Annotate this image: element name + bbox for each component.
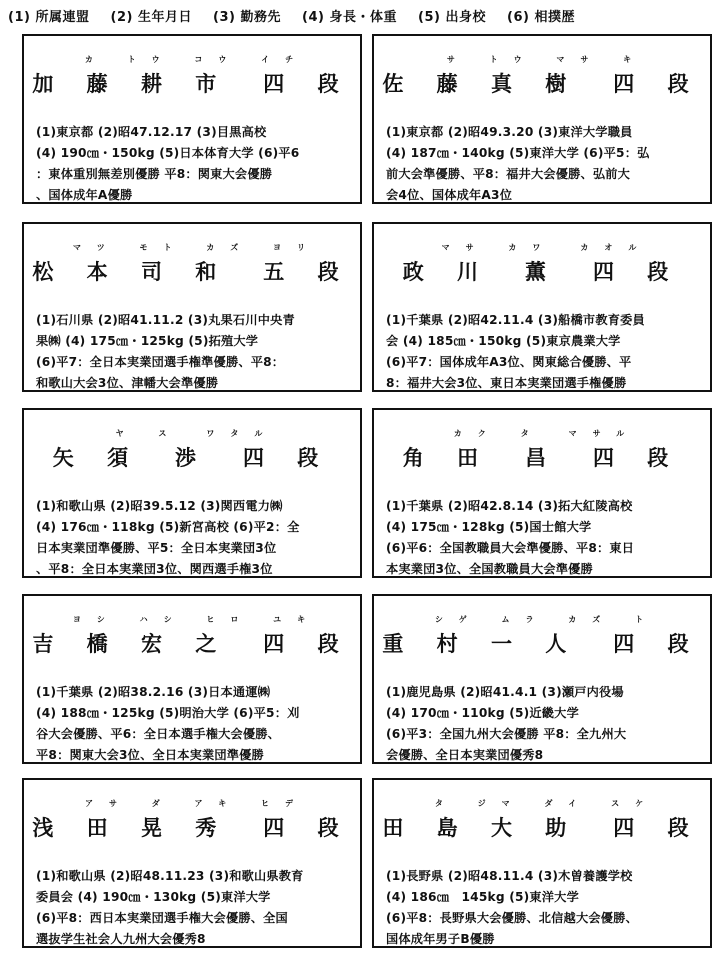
name-reading: シゲ ムラ カズ ト [434, 615, 660, 624]
detail-line: (1)東京都 (2)昭47.12.17 (3)目黒高校 [36, 125, 267, 139]
detail-line: (6)平8：長野県大会優勝、北信越大会優勝、 [386, 911, 638, 925]
profile-details [36, 866, 350, 950]
detail-line: 本実業団3位、全国教職員大会準優勝 [386, 562, 593, 576]
detail-line: 前大会準優勝、平8：福井大会優勝、弘前大 [386, 167, 631, 181]
profile-card [22, 408, 362, 578]
profile-details [386, 310, 700, 394]
profile-details [36, 682, 350, 766]
profile-card [372, 778, 712, 948]
profile-name: 田 島 大 助 四 段 [382, 816, 702, 840]
detail-line: (4) 186㎝ 145kg (5)東洋大学 [386, 890, 579, 904]
profile-card [22, 594, 362, 764]
profile-card [372, 408, 712, 578]
name-reading: ヤ ス ワタル [115, 429, 279, 438]
profile-details [36, 122, 350, 206]
profile-name: 浅 田 晃 秀 四 段 [32, 816, 352, 840]
legend-item-3: (3) 勤務先 [213, 10, 281, 25]
detail-line: 谷大会優勝、平6：全日本選手権大会優勝、 [36, 727, 281, 741]
detail-line: (1)和歌山県 (2)昭39.5.12 (3)関西電力㈱ [36, 499, 283, 513]
detail-line: (6)平3：全国九州大会優勝 平8：全九州大 [386, 727, 627, 741]
profile-card [372, 34, 712, 204]
profile-name: 重 村 一 人 四 段 [382, 632, 702, 656]
detail-line: 果㈱ (4) 175㎝・125kg (5)拓殖大学 [36, 334, 259, 348]
name-reading: アサ ダ アキ ヒデ [84, 799, 310, 808]
profile-name: 松 本 司 和 五 段 [32, 260, 352, 284]
profile-card [22, 34, 362, 204]
legend-item-5: (5) 出身校 [418, 10, 486, 25]
profile-card [22, 778, 362, 948]
detail-line: (4) 188㎝・125kg (5)明治大学 (6)平5：刈 [36, 706, 300, 720]
detail-line: (1)千葉県 (2)昭38.2.16 (3)日本通運㈱ [36, 685, 271, 699]
detail-line: 会 (4) 185㎝・150kg (5)東京農業大学 [386, 334, 621, 348]
profile-name: 加 藤 耕 市 四 段 [32, 72, 352, 96]
detail-line: (6)平7：全日本実業団選手権準優勝、平8： [36, 355, 285, 369]
detail-line: 和歌山大会3位、津幡大会準優勝 [36, 376, 219, 390]
detail-line: (4) 175㎝・128kg (5)国士館大学 [386, 520, 592, 534]
name-reading: カク タ マサル [453, 429, 641, 438]
detail-line: (1)東京都 (2)昭49.3.20 (3)東洋大学職員 [386, 125, 633, 139]
detail-line: (4) 187㎝・140kg (5)東洋大学 (6)平5：弘 [386, 146, 650, 160]
legend-row [8, 6, 720, 26]
profile-card [372, 222, 712, 392]
detail-line: (4) 170㎝・110kg (5)近畿大学 [386, 706, 579, 720]
profile-details [36, 496, 350, 580]
detail-line: (4) 190㎝・150kg (5)日本体育大学 (6)平6 [36, 146, 300, 160]
detail-line: (1)千葉県 (2)昭42.11.4 (3)船橋市教育委員 [386, 313, 645, 327]
profile-details [386, 122, 700, 206]
profile-details [386, 682, 700, 766]
profile-name: 佐 藤 真 樹 四 段 [382, 72, 702, 96]
detail-line: 、国体成年A優勝 [36, 188, 133, 202]
profile-card [22, 222, 362, 392]
detail-line: (6)平7：国体成年A3位、関東総合優勝、平 [386, 355, 632, 369]
detail-line: 平8：関東大会3位、全日本実業団準優勝 [36, 748, 264, 762]
name-reading: マツ モト カズ ヨリ [72, 243, 322, 252]
name-reading: タ ジマ ダイ スケ [434, 799, 660, 808]
detail-line: 、平8：全日本実業団3位、関西選手権3位 [36, 562, 273, 576]
name-reading: ヨシ ハシ ヒロ ユキ [72, 615, 322, 624]
legend-item-2: (2) 生年月日 [110, 10, 192, 25]
profile-details [386, 866, 700, 950]
detail-line: (6)平8：西日本実業団選手権大会優勝、全国 [36, 911, 288, 925]
detail-line: (1)和歌山県 (2)昭48.11.23 (3)和歌山県教育 [36, 869, 304, 883]
profile-details [36, 310, 350, 394]
detail-line: 委員会 (4) 190㎝・130kg (5)東洋大学 [36, 890, 271, 904]
profile-name: 矢 須 渉 四 段 [52, 446, 332, 470]
detail-line: 会4位、国体成年A3位 [386, 188, 513, 202]
name-reading: サ トウ マサ キ [446, 55, 648, 64]
detail-line: (1)千葉県 (2)昭42.8.14 (3)拓大紅陵高校 [386, 499, 633, 513]
profile-name: 吉 橋 宏 之 四 段 [32, 632, 352, 656]
legend-item-4: (4) 身長・体重 [302, 10, 397, 25]
detail-line: (1)鹿児島県 (2)昭41.4.1 (3)瀬戸内役場 [386, 685, 624, 699]
legend-item-1: (1) 所属連盟 [8, 10, 90, 25]
legend-item-6: (6) 相撲歴 [507, 10, 575, 25]
name-reading: カ トウ コウ イチ [84, 55, 310, 64]
name-reading: マサ カワ カオル [441, 243, 653, 252]
detail-line: 日本実業団準優勝、平5：全日本実業団3位 [36, 541, 277, 555]
detail-line: 選抜学生社会人九州大会優秀8 [36, 932, 206, 946]
detail-line: (6)平6：全国教職員大会準優勝、平8：東日 [386, 541, 635, 555]
detail-line: 国体成年男子B優勝 [386, 932, 495, 946]
profile-name: 政 川 薫 四 段 [402, 260, 682, 284]
profile-details [386, 496, 700, 580]
detail-line: ：東体重別無差別優勝 平8：関東大会優勝 [36, 167, 273, 181]
detail-line: (4) 176㎝・118kg (5)新宮高校 (6)平2：全 [36, 520, 300, 534]
detail-line: 会優勝、全日本実業団優秀8 [386, 748, 544, 762]
profile-name: 角 田 昌 四 段 [402, 446, 682, 470]
detail-line: 8：福井大会3位、東日本実業団選手権優勝 [386, 376, 627, 390]
profile-card [372, 594, 712, 764]
detail-line: (1)長野県 (2)昭48.11.4 (3)木曽養護学校 [386, 869, 633, 883]
detail-line: (1)石川県 (2)昭41.11.2 (3)丸果石川中央青 [36, 313, 295, 327]
